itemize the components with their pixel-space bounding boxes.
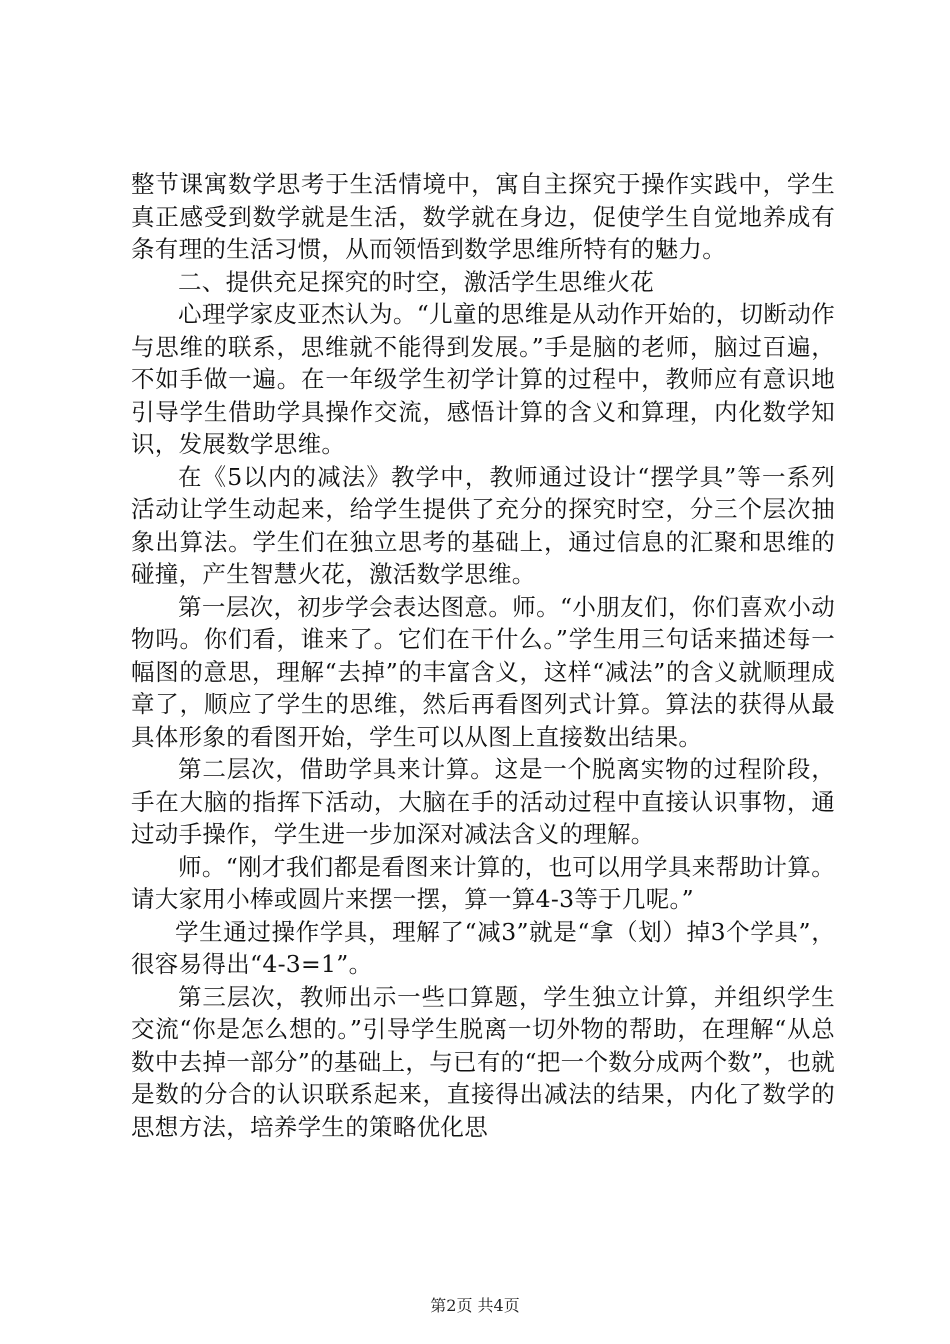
section-heading: 二、提供充足探究的时空，激活学生思维火花 [178,267,654,296]
paragraph-level-three: 第三层次，教师出示一些口算题，学生独立计算，并组织学生交流“你是怎么想的。”引导学生脱离一切外物的帮助，在理解“从总数中去掉一部分”的基础上，与已有的“把一个数分成两个数”，也就是数的分合的认识联系起来，直接得出减法的结果，内化了数学的思想方法，培养学生的策略优化思 [131,982,835,1141]
paragraph-teacher-quote: 师。“刚才我们都是看图来计算的，也可以用学具来帮助计算。请大家用小棒或圆片来摆一摆，算一算4-3等于几呢。” [131,852,835,913]
paragraph-continuation: 整节课寓数学思考于生活情境中，寓自主探究于操作实践中，学生真正感受到数学就是生活，数学就在身边，促使学生自觉地养成有条有理的生活习惯，从而领悟到数学思维所特有的魅力。 [131,170,835,263]
paragraph-lesson-design: 在《5以内的减法》教学中，教师通过设计“摆学具”等一系列活动让学生动起来，给学生提供了充分的探究时空，分三个层次抽象出算法。学生们在独立思考的基础上，通过信息的汇聚和思维的碰撞，产生智慧火花，激活数学思维。 [131,462,835,588]
paragraph-student-operation: 学生通过操作学具，理解了“减3”就是“拿（划）掉3个学具”，很容易得出“4-3=1”。 [131,917,835,978]
paragraph-piaget: 心理学家皮亚杰认为。“儿童的思维是从动作开始的，切断动作与思维的联系，思维就不能得到发展。”手是脑的老师，脑过百遍，不如手做一遍。在一年级学生初学计算的过程中，教师应有意识地引导学生借助学具操作交流，感悟计算的含义和算理，内化数学知识，发展数学思维。 [131,300,835,458]
document-body [131,168,835,1143]
paragraph-level-one: 第一层次，初步学会表达图意。师。“小朋友们，你们喜欢小动物吗。你们看，谁来了。它们在干什么。”学生用三句话来描述每一幅图的意思，理解“去掉”的丰富含义，这样“减法”的含义就顺理成章了，顺应了学生的思维，然后再看图列式计算。算法的获得从最具体形象的看图开始，学生可以从图上直接数出结果。 [131,592,835,751]
paragraph-level-two: 第二层次，借助学具来计算。这是一个脱离实物的过程阶段，手在大脑的指挥下活动，大脑在手的活动过程中直接认识事物，通过动手操作，学生进一步加深对减法含义的理解。 [131,755,835,848]
page-footer: 第2页 共4页 [430,1296,520,1315]
